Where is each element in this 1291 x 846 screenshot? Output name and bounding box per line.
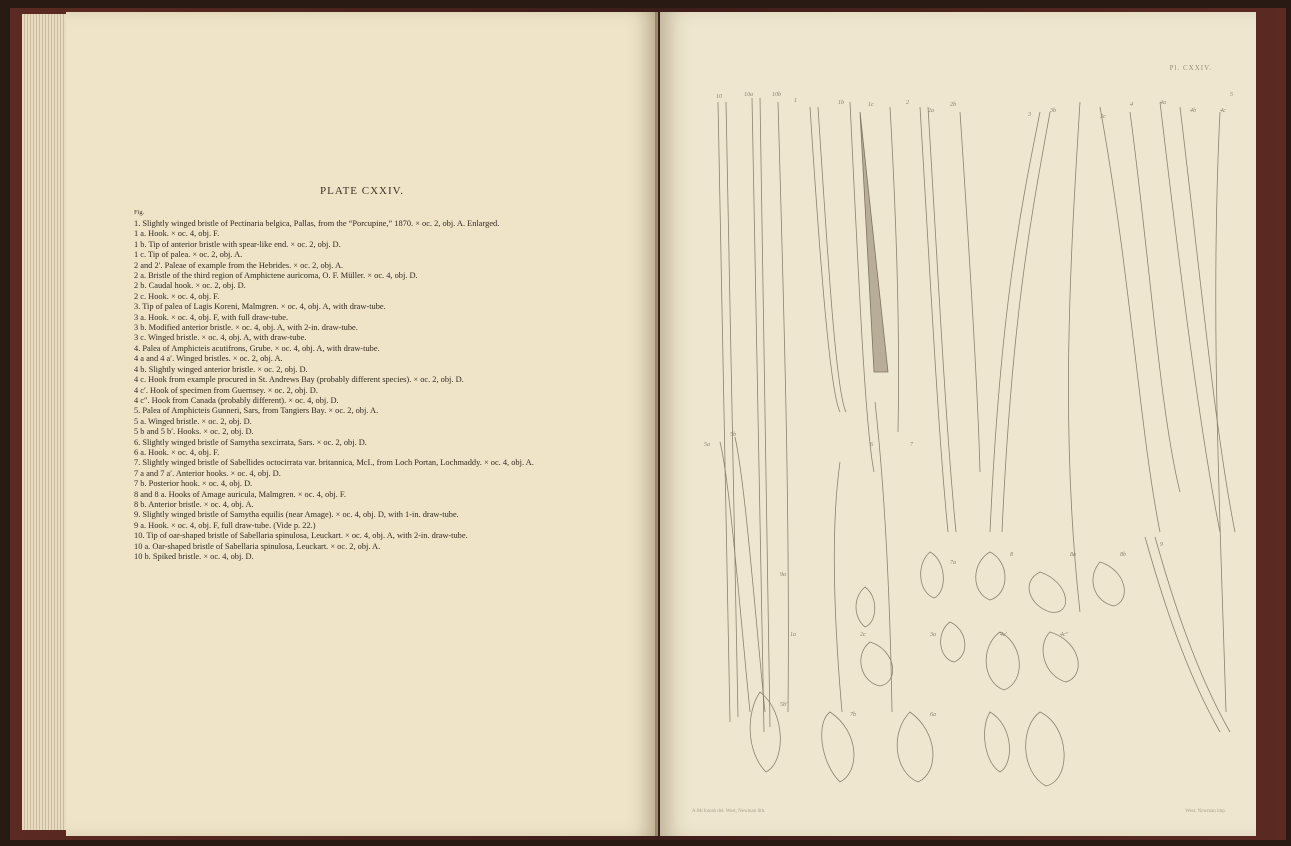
- page-edges: [22, 14, 70, 830]
- legend-entry: 3 a. Hook. × oc. 4, obj. F, with full draw-tube.: [134, 312, 289, 322]
- legend-entry: 5 b and 5 b′. Hooks. × oc. 2, obj. D.: [134, 427, 254, 437]
- figure-label: 2b: [950, 102, 956, 108]
- legend-entry: 3 c. Winged bristle. × oc. 4, obj. A, with draw-tube.: [134, 333, 307, 343]
- bristle-2: [890, 107, 899, 432]
- figure-label: 5a: [704, 442, 710, 448]
- legend-entry: 2 b. Caudal hook. × oc. 2, obj. D.: [134, 281, 246, 291]
- legend-entry: 4 a and 4 a′. Winged bristles. × oc. 2, obj. A.: [134, 354, 283, 364]
- figure-label: 3c: [1100, 114, 1106, 120]
- bristle-8b: [875, 402, 892, 712]
- legend-entry: 7. Slightly winged bristle of Sabellides octocirrata var. britannica, McI., from Loch Portan, Lochmaddy. × oc. 4, obj. A.: [134, 458, 534, 468]
- legend-entry: 3. Tip of palea of Lagis Koreni, Malmgren. × oc. 4, obj. A, with draw-tube.: [134, 302, 386, 312]
- legend-entry: 5. Palea of Amphicteis Gunneri, Sars, from Tangiers Bay. × oc. 2, obj. A.: [134, 406, 379, 416]
- hook-1a: [985, 712, 1010, 772]
- hook-5b: [1029, 572, 1065, 612]
- hook-6a: [1093, 562, 1124, 606]
- figure-label: 7b: [850, 712, 856, 718]
- figure-label: 6a: [930, 712, 936, 718]
- bristle-4a: [1100, 107, 1160, 532]
- legend-entry: 9 a. Hook. × oc. 4, obj. F, full draw-tube. (Vide p. 22.): [134, 520, 316, 530]
- plate-number: Pl. CXXIV.: [1169, 64, 1212, 72]
- bristle-3b: [990, 112, 1040, 532]
- figure-label: 3b: [1050, 108, 1056, 114]
- legend-entry: 3 b. Modified anterior bristle. × oc. 4, obj. A, with 2-in. draw-tube.: [134, 323, 358, 333]
- legend-entry: 4 c. Hook from example procured in St. Andrews Bay (probably different species). × oc. 2, obj. D.: [134, 375, 464, 385]
- bristle-5: [1160, 102, 1220, 532]
- bristle-9: [1145, 537, 1220, 732]
- figure-label: 8: [1010, 552, 1013, 558]
- figure-label: 1c: [868, 102, 874, 108]
- legend-entry: 10 a. Oar-shaped bristle of Sabellaria spinulosa, Leuckart. × oc. 2, obj. A.: [134, 541, 381, 551]
- figure-label: 2a: [928, 108, 934, 114]
- figure-label: 1a: [790, 632, 796, 638]
- hook-3a: [897, 712, 933, 782]
- plate-title: PLATE CXXIV.: [320, 185, 404, 197]
- figure-label: 3: [1028, 112, 1031, 118]
- bristle-4: [1068, 102, 1080, 612]
- legend-entry: 2 a. Bristle of the third region of Amphictene auricoma, O. F. Müller. × oc. 4, obj. D.: [134, 271, 418, 281]
- legend-entry: 7 a and 7 a′. Anterior hooks. × oc. 4, obj. D.: [134, 468, 281, 478]
- figure-label: 5b: [730, 432, 736, 438]
- legend-entry: 4 c′. Hook of specimen from Guernsey. × oc. 2, obj. D.: [134, 385, 318, 395]
- legend-entry: 1 b. Tip of anterior bristle with spear-like end. × oc. 2, obj. D.: [134, 239, 341, 249]
- legend-entry: 4. Palea of Amphicteis acutifrons, Grube. × oc. 4, obj. A, with draw-tube.: [134, 343, 380, 353]
- legend-entry: 4 c″. Hook from Canada (probably different). × oc. 4, obj. D.: [134, 395, 339, 405]
- legend-entry: 8 and 8 a. Hooks of Amage auricula, Malmgren. × oc. 4, obj. F.: [134, 489, 346, 499]
- legend-entry: 8 b. Anterior bristle. × oc. 4, obj. A.: [134, 499, 254, 509]
- hook-8a: [1043, 632, 1078, 682]
- hook-4c: [921, 552, 944, 598]
- hook-7a: [861, 642, 893, 686]
- figure-label: 1: [794, 98, 797, 104]
- legend-entry: 1 a. Hook. × oc. 4, obj. F.: [134, 229, 220, 239]
- figure-label: 4b: [1190, 108, 1196, 114]
- legend-entry: 2 c. Hook. × oc. 4, obj. F.: [134, 291, 220, 301]
- figure-label: 4c: [1220, 108, 1226, 114]
- hook-9a: [750, 692, 780, 772]
- right-page: [660, 12, 1256, 836]
- figure-label: 10a: [744, 92, 753, 98]
- hook-8: [986, 632, 1019, 690]
- legend-entry: 4 b. Slightly winged anterior bristle. × oc. 2, obj. D.: [134, 364, 308, 374]
- figure-label: 3a: [930, 632, 936, 638]
- figure-label: 8b: [1120, 552, 1126, 558]
- hook-7b: [941, 622, 965, 662]
- hook-5b2: [822, 712, 854, 782]
- figure-label: 7: [910, 442, 913, 448]
- figure-label: 2c: [860, 632, 866, 638]
- bristle-10b: [778, 102, 788, 712]
- legend-entry: 5 a. Winged bristle. × oc. 2, obj. D.: [134, 416, 252, 426]
- figure-label: 10: [716, 94, 722, 100]
- figure-label: 9: [1160, 542, 1163, 548]
- legend-entry: 1 c. Tip of palea. × oc. 2, obj. A.: [134, 250, 243, 260]
- figure-label: 1b: [838, 100, 844, 106]
- figure-label: 4a: [1160, 100, 1166, 106]
- figure-label: 7a: [950, 560, 956, 566]
- legend-entry: 1. Slightly winged bristle of Pectinaria belgica, Pallas, from the “Porcupine,” 1870. × oc. 2, obj. A. Enlarged.: [134, 219, 500, 228]
- legend-entry: 6 a. Hook. × oc. 4, obj. F.: [134, 447, 220, 457]
- legend-entry: 10 b. Spiked bristle. × oc. 4, obj. D.: [134, 552, 254, 561]
- hook-2c: [856, 587, 875, 627]
- credit-right: West, Newman imp.: [1185, 809, 1226, 814]
- legend-entry: 2 and 2′. Paleae of example from the Hebrides. × oc. 2, obj. A.: [134, 260, 344, 270]
- hook-4c2: [976, 552, 1005, 600]
- figure-label: 6: [870, 442, 873, 448]
- bristle-5a: [1216, 112, 1226, 712]
- figure-label: 2: [906, 100, 909, 106]
- figure-label: 5: [1230, 92, 1233, 98]
- legend-entry: 10. Tip of oar-shaped bristle of Sabellaria spinulosa, Leuckart. × oc. 4, obj. A, with 2-in. draw-tube.: [134, 531, 468, 541]
- plate-engraving: [660, 12, 1256, 836]
- bristle-2a: [920, 107, 948, 532]
- left-page: [66, 12, 658, 836]
- fig-heading: Fig.: [134, 209, 145, 216]
- legend-entry: 6. Slightly winged bristle of Samytha sexcirrata, Sars. × oc. 2, obj. D.: [134, 437, 367, 447]
- figure-label: 9a: [780, 572, 786, 578]
- figure-label: 4c': [1000, 632, 1007, 638]
- palea-1c: [860, 112, 888, 372]
- credit-left: A.McIntosh del. West, Newman lith.: [692, 809, 766, 814]
- hook-2b: [1026, 712, 1064, 786]
- bristle-1: [810, 107, 840, 412]
- figure-label: 8a: [1070, 552, 1076, 558]
- figure-label: 4: [1130, 102, 1133, 108]
- legend-entry: 7 b. Posterior hook. × oc. 4, obj. D.: [134, 479, 253, 489]
- bristle-4b: [1130, 112, 1180, 492]
- bristle-7: [834, 462, 842, 712]
- figure-label: 4c'': [1060, 632, 1069, 638]
- bristle-3: [960, 112, 980, 472]
- figure-label: 10b: [772, 92, 781, 98]
- legend-entry: 9. Slightly winged bristle of Samytha equilis (near Amage). × oc. 4, obj. D, with 1-in. draw-tube.: [134, 510, 459, 520]
- figure-label: 5b': [780, 702, 788, 708]
- figure-legend-list: [134, 219, 574, 562]
